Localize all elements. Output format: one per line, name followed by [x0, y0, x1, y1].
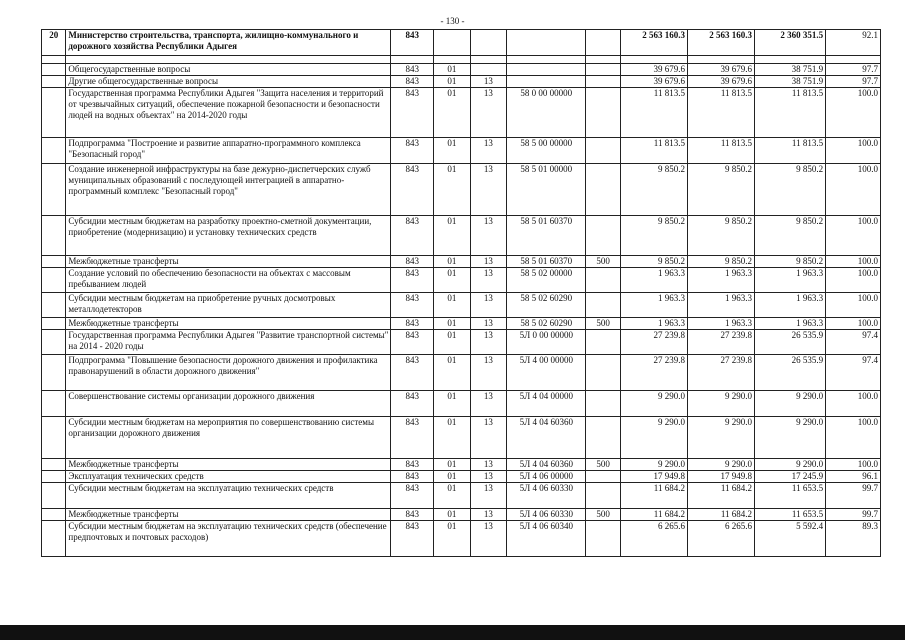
- item-name: Субсидии местным бюджетам на эксплуатацию технических средств: [66, 483, 391, 509]
- spacer-cell: [507, 56, 586, 64]
- ministry-code: 843: [391, 509, 434, 521]
- spacer-cell: [755, 56, 826, 64]
- executed-amount: 9 850.2: [755, 164, 826, 216]
- spacer-row: [42, 56, 881, 64]
- row-index: [42, 509, 66, 521]
- ministry-code: 843: [391, 293, 434, 318]
- table-row: [42, 459, 881, 471]
- expense-code: [586, 268, 621, 293]
- ministry-code: 843: [391, 521, 434, 557]
- adjusted-amount: 9 290.0: [687, 417, 754, 459]
- row-index: [42, 483, 66, 509]
- expense-code: [586, 216, 621, 256]
- target-code: 58 5 01 60370: [507, 216, 586, 256]
- section-code: 01: [434, 293, 471, 318]
- expense-code: [586, 30, 621, 56]
- expense-code: [586, 483, 621, 509]
- item-name: Межбюджетные трансферты: [66, 509, 391, 521]
- planned-amount: 27 239.8: [620, 355, 687, 391]
- expense-code: [586, 88, 621, 138]
- planned-amount: 9 850.2: [620, 256, 687, 268]
- table-row: [42, 256, 881, 268]
- table-row: [42, 330, 881, 355]
- adjusted-amount: 6 265.6: [687, 521, 754, 557]
- expense-code: [586, 330, 621, 355]
- adjusted-amount: 11 684.2: [687, 509, 754, 521]
- adjusted-amount: 11 684.2: [687, 483, 754, 509]
- subsection-code: 13: [470, 216, 507, 256]
- table-row: [42, 76, 881, 88]
- planned-amount: 17 949.8: [620, 471, 687, 483]
- execution-percent: 100.0: [826, 216, 881, 256]
- planned-amount: 9 290.0: [620, 391, 687, 417]
- item-name: Субсидии местным бюджетам на эксплуатацию технических средств (обеспечение предпочтовых и почтовых расходов): [66, 521, 391, 557]
- subsection-code: 13: [470, 256, 507, 268]
- executed-amount: 26 535.9: [755, 355, 826, 391]
- section-code: 01: [434, 355, 471, 391]
- target-code: [507, 30, 586, 56]
- planned-amount: 11 684.2: [620, 483, 687, 509]
- target-code: 58 5 02 00000: [507, 268, 586, 293]
- table-row: [42, 216, 881, 256]
- table-row: [42, 164, 881, 216]
- executed-amount: 9 290.0: [755, 459, 826, 471]
- table-row: [42, 471, 881, 483]
- spacer-cell: [687, 56, 754, 64]
- adjusted-amount: 1 963.3: [687, 268, 754, 293]
- expense-code: [586, 417, 621, 459]
- row-index: [42, 318, 66, 330]
- item-name: Межбюджетные трансферты: [66, 318, 391, 330]
- execution-percent: 99.7: [826, 483, 881, 509]
- target-code: 58 5 01 00000: [507, 164, 586, 216]
- ministry-code: 843: [391, 268, 434, 293]
- item-name: Государственная программа Республики Адыгея "Развитие транспортной системы" на 2014 - 2020 годы: [66, 330, 391, 355]
- section-code: 01: [434, 88, 471, 138]
- execution-percent: 97.4: [826, 355, 881, 391]
- section-code: 01: [434, 459, 471, 471]
- ministry-row: [42, 30, 881, 56]
- adjusted-amount: 11 813.5: [687, 138, 754, 164]
- expense-code: [586, 293, 621, 318]
- scan-bottom-band: [0, 625, 905, 640]
- ministry-code: 843: [391, 391, 434, 417]
- expense-code: 500: [586, 256, 621, 268]
- planned-amount: 11 684.2: [620, 509, 687, 521]
- row-index: [42, 64, 66, 76]
- executed-amount: 9 290.0: [755, 417, 826, 459]
- spacer-cell: [620, 56, 687, 64]
- item-name: Другие общегосударственные вопросы: [66, 76, 391, 88]
- subsection-code: 13: [470, 355, 507, 391]
- row-index: [42, 268, 66, 293]
- planned-amount: 9 290.0: [620, 459, 687, 471]
- execution-percent: 92.1: [826, 30, 881, 56]
- planned-amount: 9 850.2: [620, 164, 687, 216]
- section-code: 01: [434, 256, 471, 268]
- row-index: [42, 293, 66, 318]
- adjusted-amount: 39 679.6: [687, 76, 754, 88]
- subsection-code: 13: [470, 509, 507, 521]
- executed-amount: 5 592.4: [755, 521, 826, 557]
- expense-code: [586, 471, 621, 483]
- ministry-code: 843: [391, 64, 434, 76]
- executed-amount: 9 290.0: [755, 391, 826, 417]
- row-index: [42, 417, 66, 459]
- table-row: [42, 391, 881, 417]
- execution-percent: 100.0: [826, 88, 881, 138]
- execution-percent: 100.0: [826, 459, 881, 471]
- table-row: [42, 417, 881, 459]
- executed-amount: 38 751.9: [755, 76, 826, 88]
- ministry-code: 843: [391, 318, 434, 330]
- ministry-code: 843: [391, 417, 434, 459]
- table-row: [42, 138, 881, 164]
- executed-amount: 11 813.5: [755, 138, 826, 164]
- expense-code: [586, 138, 621, 164]
- spacer-cell: [42, 56, 66, 64]
- execution-percent: 100.0: [826, 138, 881, 164]
- ministry-code: 843: [391, 459, 434, 471]
- section-code: 01: [434, 76, 471, 88]
- spacer-cell: [586, 56, 621, 64]
- item-name: Субсидии местным бюджетам на разработку проектно-сметной документации, приобретение (модернизацию) и установку технических средств: [66, 216, 391, 256]
- subsection-code: [470, 30, 507, 56]
- planned-amount: 11 813.5: [620, 138, 687, 164]
- target-code: 58 5 00 00000: [507, 138, 586, 164]
- adjusted-amount: 2 563 160.3: [687, 30, 754, 56]
- spacer-cell: [391, 56, 434, 64]
- planned-amount: 1 963.3: [620, 268, 687, 293]
- subsection-code: 13: [470, 521, 507, 557]
- ministry-code: 843: [391, 76, 434, 88]
- subsection-code: [470, 64, 507, 76]
- subsection-code: 13: [470, 391, 507, 417]
- spacer-cell: [470, 56, 507, 64]
- target-code: 5Л 4 06 60340: [507, 521, 586, 557]
- adjusted-amount: 1 963.3: [687, 318, 754, 330]
- item-name: Подпрограмма "Повышение безопасности дорожного движения и профилактика правонарушений в области дорожного движения": [66, 355, 391, 391]
- budget-table: [41, 29, 881, 557]
- planned-amount: 27 239.8: [620, 330, 687, 355]
- planned-amount: 9 850.2: [620, 216, 687, 256]
- row-index: [42, 330, 66, 355]
- executed-amount: 11 653.5: [755, 509, 826, 521]
- subsection-code: 13: [470, 417, 507, 459]
- subsection-code: 13: [470, 471, 507, 483]
- adjusted-amount: 9 290.0: [687, 459, 754, 471]
- target-code: 5Л 4 04 00000: [507, 391, 586, 417]
- target-code: 5Л 4 00 00000: [507, 355, 586, 391]
- adjusted-amount: 9 850.2: [687, 256, 754, 268]
- target-code: 5Л 4 06 60330: [507, 483, 586, 509]
- ministry-code: 843: [391, 355, 434, 391]
- subsection-code: 13: [470, 88, 507, 138]
- adjusted-amount: 9 290.0: [687, 391, 754, 417]
- row-index: [42, 471, 66, 483]
- adjusted-amount: 39 679.6: [687, 64, 754, 76]
- row-index: [42, 355, 66, 391]
- item-name: Подпрограмма "Построение и развитие аппаратно-программного комплекса "Безопасный город": [66, 138, 391, 164]
- target-code: 5Л 4 06 00000: [507, 471, 586, 483]
- section-code: 01: [434, 391, 471, 417]
- ministry-code: 843: [391, 164, 434, 216]
- planned-amount: 9 290.0: [620, 417, 687, 459]
- section-code: 01: [434, 483, 471, 509]
- ministry-code: 843: [391, 483, 434, 509]
- execution-percent: 100.0: [826, 268, 881, 293]
- ministry-code: 843: [391, 216, 434, 256]
- executed-amount: 1 963.3: [755, 293, 826, 318]
- subsection-code: 13: [470, 483, 507, 509]
- section-code: [434, 30, 471, 56]
- row-index: [42, 459, 66, 471]
- item-name: Субсидии местным бюджетам на приобретение ручных досмотровых металлодетекторов: [66, 293, 391, 318]
- item-name: Государственная программа Республики Адыгея "Защита населения и территорий от чрезвычайных ситуаций, обеспечение пожарной безопасности и безопасности людей на водных объектах" на 2014-2020 годы: [66, 88, 391, 138]
- item-name: Межбюджетные трансферты: [66, 459, 391, 471]
- expense-code: 500: [586, 459, 621, 471]
- subsection-code: 13: [470, 330, 507, 355]
- row-index: [42, 216, 66, 256]
- page-number: - 130 -: [440, 16, 465, 26]
- adjusted-amount: 17 949.8: [687, 471, 754, 483]
- table-row: [42, 268, 881, 293]
- execution-percent: 97.4: [826, 330, 881, 355]
- section-code: 01: [434, 521, 471, 557]
- table-row: [42, 521, 881, 557]
- executed-amount: 26 535.9: [755, 330, 826, 355]
- ministry-code: 843: [391, 30, 434, 56]
- planned-amount: 39 679.6: [620, 76, 687, 88]
- planned-amount: 1 963.3: [620, 318, 687, 330]
- table-row: [42, 88, 881, 138]
- execution-percent: 89.3: [826, 521, 881, 557]
- executed-amount: 9 850.2: [755, 256, 826, 268]
- expense-code: [586, 76, 621, 88]
- spacer-cell: [434, 56, 471, 64]
- execution-percent: 100.0: [826, 318, 881, 330]
- execution-percent: 97.7: [826, 64, 881, 76]
- subsection-code: 13: [470, 293, 507, 318]
- item-name: Общегосударственные вопросы: [66, 64, 391, 76]
- expense-code: [586, 164, 621, 216]
- executed-amount: 17 245.9: [755, 471, 826, 483]
- expense-code: [586, 391, 621, 417]
- adjusted-amount: 11 813.5: [687, 88, 754, 138]
- section-code: 01: [434, 471, 471, 483]
- item-name: Межбюджетные трансферты: [66, 256, 391, 268]
- target-code: [507, 76, 586, 88]
- adjusted-amount: 9 850.2: [687, 164, 754, 216]
- item-name: Создание инженерной инфраструктуры на базе дежурно-диспетчерских служб муниципальных образований с последующей интеграцией в аппаратно-программный комплекс "Безопасный город": [66, 164, 391, 216]
- row-index: [42, 164, 66, 216]
- row-index: [42, 138, 66, 164]
- section-code: 01: [434, 509, 471, 521]
- adjusted-amount: 9 850.2: [687, 216, 754, 256]
- expense-code: 500: [586, 509, 621, 521]
- subsection-code: 13: [470, 459, 507, 471]
- section-code: 01: [434, 268, 471, 293]
- planned-amount: 2 563 160.3: [620, 30, 687, 56]
- row-index: [42, 521, 66, 557]
- ministry-code: 843: [391, 330, 434, 355]
- planned-amount: 11 813.5: [620, 88, 687, 138]
- adjusted-amount: 1 963.3: [687, 293, 754, 318]
- expense-code: 500: [586, 318, 621, 330]
- subsection-code: 13: [470, 268, 507, 293]
- table-row: [42, 293, 881, 318]
- spacer-cell: [66, 56, 391, 64]
- planned-amount: 6 265.6: [620, 521, 687, 557]
- row-index: 20: [42, 30, 66, 56]
- target-code: 58 5 02 60290: [507, 318, 586, 330]
- ministry-code: 843: [391, 138, 434, 164]
- section-code: 01: [434, 318, 471, 330]
- row-index: [42, 76, 66, 88]
- table-row: [42, 483, 881, 509]
- target-code: 58 5 01 60370: [507, 256, 586, 268]
- subsection-code: 13: [470, 164, 507, 216]
- section-code: 01: [434, 330, 471, 355]
- planned-amount: 1 963.3: [620, 293, 687, 318]
- subsection-code: 13: [470, 76, 507, 88]
- row-index: [42, 88, 66, 138]
- execution-percent: 99.7: [826, 509, 881, 521]
- ministry-name: Министерство строительства, транспорта, жилищно-коммунального и дорожного хозяйства Республики Адыгея: [66, 30, 391, 56]
- expense-code: [586, 355, 621, 391]
- target-code: 5Л 0 00 00000: [507, 330, 586, 355]
- executed-amount: 1 963.3: [755, 268, 826, 293]
- expense-code: [586, 521, 621, 557]
- row-index: [42, 256, 66, 268]
- item-name: Субсидии местным бюджетам на мероприятия по совершенствованию системы организации дорожного движения: [66, 417, 391, 459]
- item-name: Создание условий по обеспечению безопасности на объектах с массовым пребыванием людей: [66, 268, 391, 293]
- subsection-code: 13: [470, 138, 507, 164]
- target-code: 58 0 00 00000: [507, 88, 586, 138]
- section-code: 01: [434, 417, 471, 459]
- table-row: [42, 318, 881, 330]
- executed-amount: 9 850.2: [755, 216, 826, 256]
- ministry-code: 843: [391, 88, 434, 138]
- section-code: 01: [434, 216, 471, 256]
- execution-percent: 96.1: [826, 471, 881, 483]
- execution-percent: 100.0: [826, 391, 881, 417]
- executed-amount: 38 751.9: [755, 64, 826, 76]
- executed-amount: 11 813.5: [755, 88, 826, 138]
- executed-amount: 11 653.5: [755, 483, 826, 509]
- section-code: 01: [434, 138, 471, 164]
- target-code: 58 5 02 60290: [507, 293, 586, 318]
- row-index: [42, 391, 66, 417]
- executed-amount: 1 963.3: [755, 318, 826, 330]
- target-code: [507, 64, 586, 76]
- execution-percent: 100.0: [826, 256, 881, 268]
- ministry-code: 843: [391, 256, 434, 268]
- expense-code: [586, 64, 621, 76]
- execution-percent: 100.0: [826, 293, 881, 318]
- section-code: 01: [434, 164, 471, 216]
- target-code: 5Л 4 06 60330: [507, 509, 586, 521]
- execution-percent: 100.0: [826, 417, 881, 459]
- item-name: Эксплуатация технических средств: [66, 471, 391, 483]
- table-row: [42, 64, 881, 76]
- section-code: 01: [434, 64, 471, 76]
- table-row: [42, 509, 881, 521]
- executed-amount: 2 360 351.5: [755, 30, 826, 56]
- execution-percent: 97.7: [826, 76, 881, 88]
- subsection-code: 13: [470, 318, 507, 330]
- execution-percent: 100.0: [826, 164, 881, 216]
- planned-amount: 39 679.6: [620, 64, 687, 76]
- ministry-code: 843: [391, 471, 434, 483]
- item-name: Совершенствование системы организации дорожного движения: [66, 391, 391, 417]
- target-code: 5Л 4 04 60360: [507, 459, 586, 471]
- target-code: 5Л 4 04 60360: [507, 417, 586, 459]
- spacer-cell: [826, 56, 881, 64]
- adjusted-amount: 27 239.8: [687, 355, 754, 391]
- table-row: [42, 355, 881, 391]
- adjusted-amount: 27 239.8: [687, 330, 754, 355]
